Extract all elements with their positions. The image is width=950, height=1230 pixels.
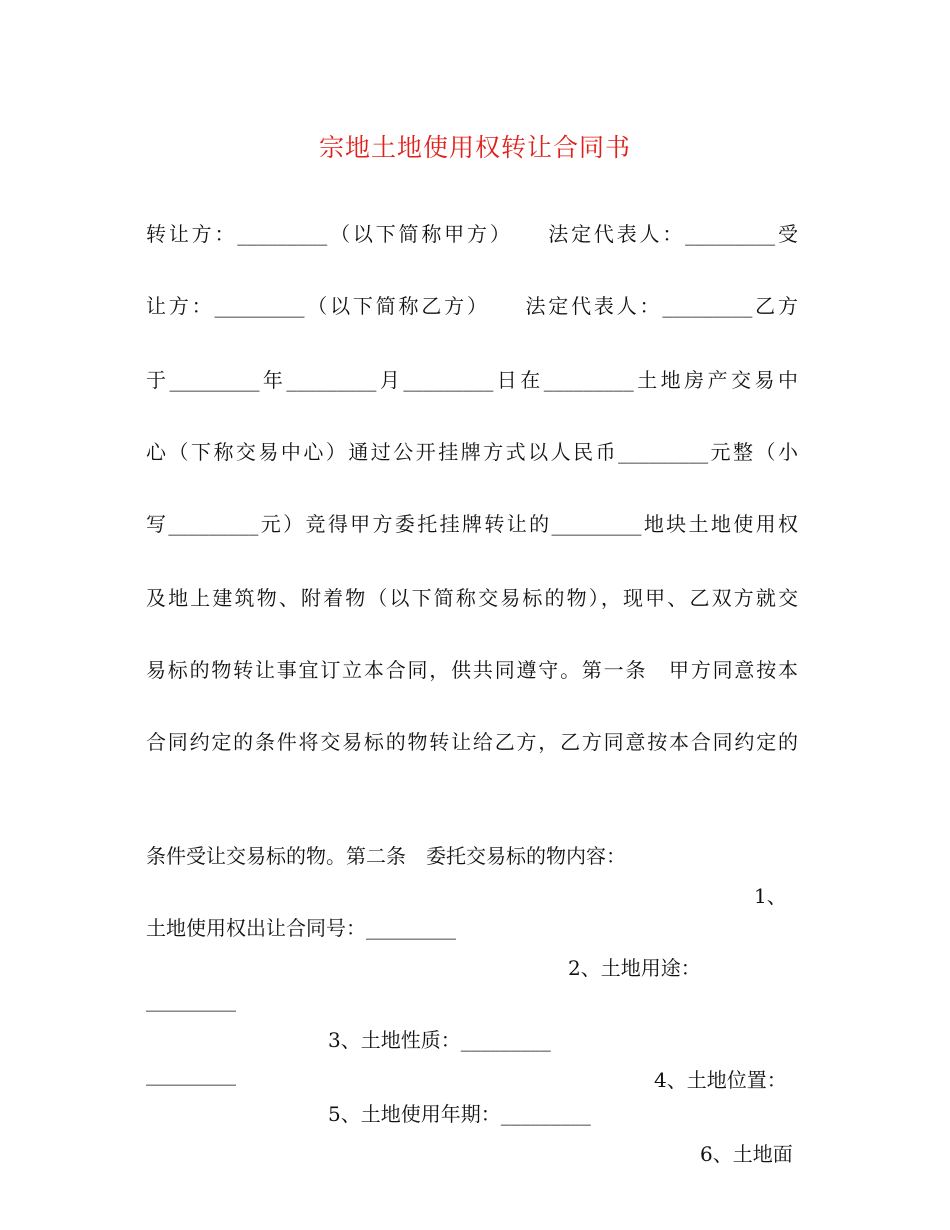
line-10-contract-no: 土地使用权出让合同号：_________ (146, 916, 456, 940)
line-11-land-nature: 3、土地性质：_________ (328, 1028, 551, 1052)
line-9-item-1: 1、 (754, 884, 787, 908)
line-12-blank: _________ (146, 1062, 236, 1086)
body-line-5: 写_________元）竞得甲方委托挂牌转让的_________地块土地使用权 (146, 512, 798, 536)
line-11-land-location: 4、土地位置： (654, 1068, 787, 1092)
body-line-11 (146, 940, 798, 1092)
body-line-9 (146, 796, 798, 908)
body-line-7: 易标的物转让事宜订立本合同，供共同遵守。第一条 甲方同意按本 (146, 658, 798, 682)
body-line-2: 让方：_________（以下简称乙方） 法定代表人：_________乙方 (146, 294, 798, 318)
body-line-1: 转让方：_________（以下简称甲方） 法定代表人：_________受 (146, 222, 798, 246)
line-12-land-area: 6、土地面 (700, 1142, 793, 1166)
line-9-text: 条件受让交易标的物。第二条 委托交易标的物内容： (146, 844, 626, 868)
body-line-10 (146, 868, 798, 980)
body-line-3: 于_________年_________月_________日在_________土地房产交易中 (146, 368, 798, 392)
line-11-blank: _________ (146, 988, 236, 1012)
body-line-8: 合同约定的条件将交易标的物转让给乙方，乙方同意按本合同约定的 (146, 730, 798, 754)
body-line-6: 及地上建筑物、附着物（以下简称交易标的物），现甲、乙双方就交 (146, 586, 798, 610)
line-10-land-use: 2、土地用途： (568, 956, 701, 980)
document-title: 宗地土地使用权转让合同书 (318, 133, 631, 162)
line-12-land-term: 5、土地使用年期：_________ (328, 1102, 591, 1126)
body-line-4: 心（下称交易中心）通过公开挂牌方式以人民币_________元整（小 (146, 440, 798, 464)
